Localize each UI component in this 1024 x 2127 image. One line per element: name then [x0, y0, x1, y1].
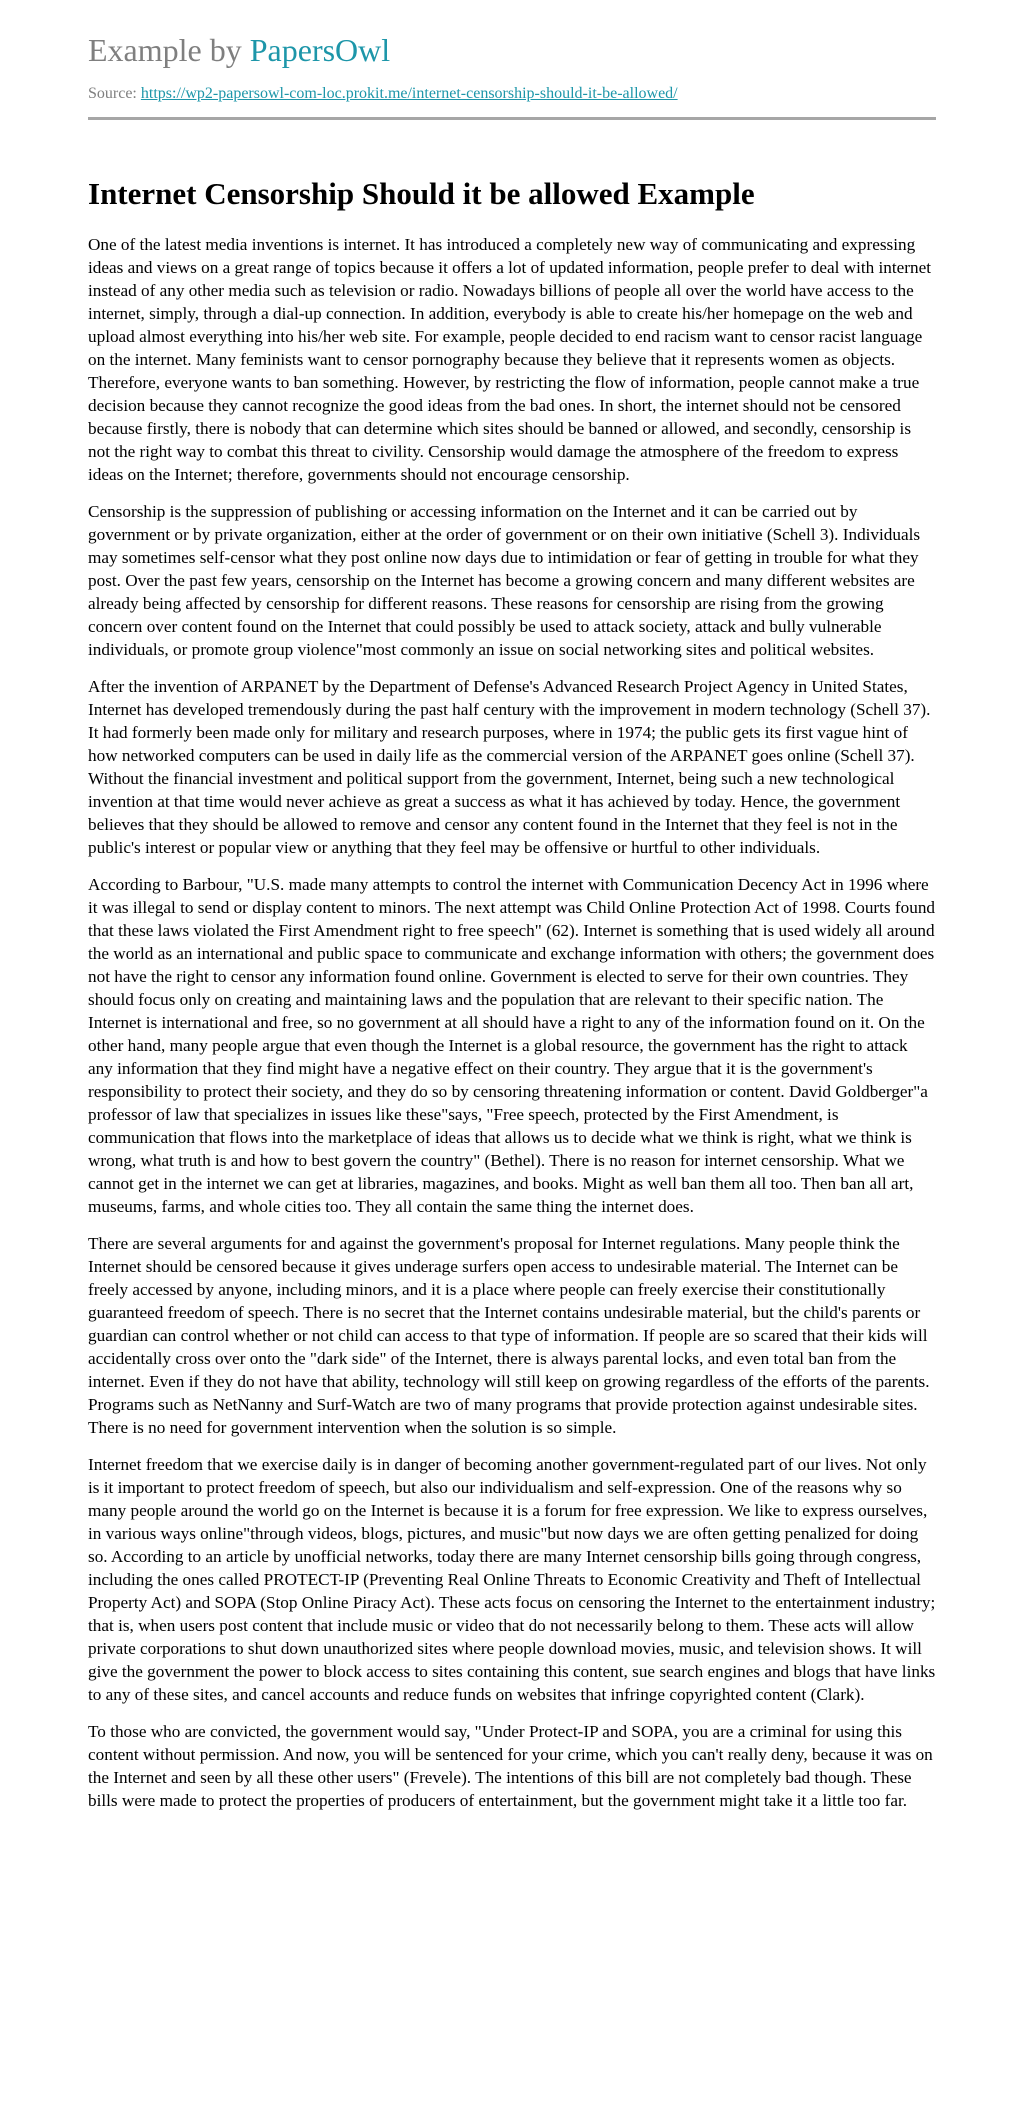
- paragraph-1: One of the latest media inventions is internet. It has introduced a completely new way of communicating and expressing ideas and views on a great range of topics because it offers a lot of updated information, people prefer to deal with internet instead of any other media such as television or radio. Nowadays billions of people all over the world have access to the internet, simply, through a dial-up connection. In addition, everybody is able to create his/her homepage on the web and upload almost everything into his/her web site. For example, people decided to end racism want to censor racist language on the internet. Many feminists want to censor pornography because they believe that it represents women as objects. Therefore, everyone wants to ban something. However, by restricting the flow of information, people cannot make a true decision because they cannot recognize the good ideas from the bad ones. In short, the internet should not be censored because firstly, there is nobody that can determine which sites should be banned or allowed, and secondly, censorship is not the right way to combat this threat to civility. Censorship would damage the atmosphere of the freedom to express ideas on the Internet; therefore, governments should not encourage censorship.: [88, 235, 932, 484]
- source-label: Source:: [88, 85, 141, 102]
- paragraph-4: According to Barbour, "U.S. made many attempts to control the internet with Communication Decency Act in 1996 where it was illegal to send or display content to minors. The next attempt was Child Online Protection Act of 1998. Courts found that these laws violated the First Amendment right to free speech" (62). Internet is something that is used widely all around the world as an international and public space to communicate and exchange information with others; the government does not have the right to censor any information found online. Government is elected to serve for their own countries. They should focus only on creating and maintaining laws and the population that are relevant to their specific nation. The Internet is international and free, so no government at all should have a right to any of the information found on it. On the other hand, many people argue that even though the Internet is a global resource, the government has the right to attack any information that they find might have a negative effect on their country. They argue that it is the government's responsibility to protect their society, and they do so by censoring threatening information or content. David Goldberger"a professor of law that specializes in issues like these"says, "Free speech, protected by the First Amendment, is communication that flows into the marketplace of ideas that allows us to decide what we think is right, what we think is wrong, what truth is and how to best govern the country" (Bethel). There is no reason for internet censorship. What we cannot get in the internet we can get at libraries, magazines, and books. Might as well ban them all too. Then ban all art, museums, farms, and whole cities too. They all contain the same thing the internet does.: [88, 875, 936, 1216]
- source-line: [88, 85, 936, 103]
- brand-header: [88, 0, 936, 70]
- paragraph-6: Internet freedom that we exercise daily is in danger of becoming another government-regulated part of our lives. Not only is it important to protect freedom of speech, but also our individualism and self-expression. One of the reasons why so many people around the world go on the Internet is because it is a forum for free expression. We like to express ourselves, in various ways online"through videos, blogs, pictures, and music"but now days we are often getting penalized for doing so. According to an article by unofficial networks, today there are many Internet censorship bills going through congress, including the ones called PROTECT-IP (Preventing Real Online Threats to Economic Creativity and Theft of Intellectual Property Act) and SOPA (Stop Online Piracy Act). These acts focus on censoring the Internet to the entertainment industry; that is, when users post content that include music or video that do not necessarily belong to them. These acts will allow private corporations to shut down unauthorized sites where people download movies, music, and television shows. It will give the government the power to block access to sites containing this content, sue search engines and blogs that have links to any of these sites, and cancel accounts and reduce funds on websites that infringe copyrighted content (Clark).: [88, 1455, 936, 1704]
- paragraph-5: There are several arguments for and against the government's proposal for Internet regulations. Many people think the Internet should be censored because it gives underage surfers open access to undesirable material. The Internet can be freely accessed by anyone, including minors, and it is a place where people can freely exercise their constitutionally guaranteed freedom of speech. There is no secret that the Internet contains undesirable material, but the child's parents or guardian can control whether or not child can access to that type of information. If people are so scared that their kids will accidentally cross over onto the "dark side" of the Internet, there is always parental locks, and even total ban from the internet. Even if they do not have that ability, technology will still keep on growing regardless of the efforts of the parents. Programs such as NetNanny and Surf-Watch are two of many programs that provide protection against undesirable sites. There is no need for government intervention when the solution is so simple.: [88, 1234, 930, 1437]
- paragraph-2: Censorship is the suppression of publishing or accessing information on the Internet and it can be carried out by government or by private organization, either at the order of government or on their own initiative (Schell 3). Individuals may sometimes self-censor what they post online now days due to intimidation or fear of getting in trouble for what they post. Over the past few years, censorship on the Internet has become a growing concern and many different websites are already being affected by censorship for different reasons. These reasons for censorship are rising from the growing concern over content found on the Internet that could possibly be used to attack society, attack and bully vulnerable individuals, or promote group violence"most commonly an issue on social networking sites and political websites.: [88, 502, 921, 659]
- paragraph-3: After the invention of ARPANET by the Department of Defense's Advanced Research Project Agency in United States, Internet has developed tremendously during the past half century with the improvement in modern technology (Schell 37). It had formerly been made only for military and research purposes, where in 1974; the public gets its first vague hint of how networked computers can be used in daily life as the commercial version of the ARPANET goes online (Schell 37). Without the financial investment and political support from the government, Internet, being such a new technological invention at that time would never achieve as great a success as what it has achieved by today. Hence, the government believes that they should be allowed to remove and censor any content found in the Internet that they feel is not in the public's interest or popular view or anything that they feel may be offensive or hurtful to other individuals.: [88, 677, 931, 857]
- paragraph-7: To those who are convicted, the government would say, "Under Protect-IP and SOPA, you are a criminal for using this content without permission. And now, you will be sentenced for your crime, which you can't really deny, because it was on the Internet and seen by all these other users" (Frevele). The intentions of this bill are not completely bad though. These bills were made to protect the properties of producers of entertainment, but the government might take it a little too far.: [88, 1722, 933, 1810]
- brand-prefix: Example by: [88, 32, 250, 68]
- brand-logo-text: PapersOwl: [249, 32, 391, 68]
- document-title: Internet Censorship Should it be allowed Example: [88, 176, 755, 211]
- source-link[interactable]: https://wp2-papersowl-com-loc.prokit.me/internet-censorship-should-it-be-allowed/: [140, 85, 678, 102]
- header-divider: [88, 117, 936, 120]
- document-body: [88, 233, 936, 1812]
